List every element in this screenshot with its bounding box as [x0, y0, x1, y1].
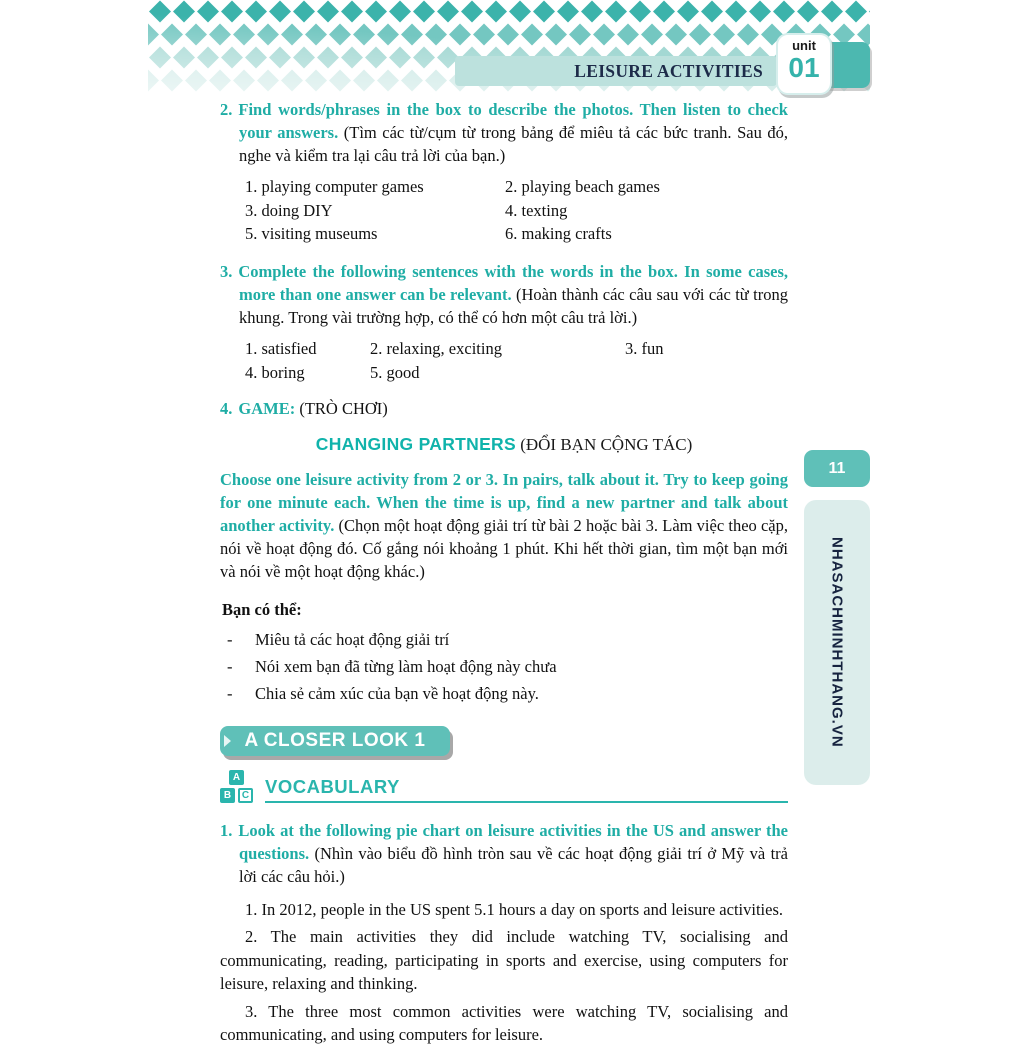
game-title	[220, 434, 788, 455]
vocab-exercise1-heading-vi: (Nhìn vào biểu đồ hình tròn sau về các hoạt động giải trí ở Mỹ và trả lời các câu hỏi.)	[239, 843, 788, 886]
exercise2-number: 2.	[220, 100, 233, 119]
exercise3-heading-en: Complete the following sentences with the words in the box. In some cases, more than one answer can be relevant.	[238, 261, 788, 304]
exercise2-heading	[220, 98, 788, 167]
list-item: 1. playing computer games	[245, 177, 424, 196]
can-do-item-text: Chia sẻ cảm xúc của bạn về hoạt động này.	[255, 683, 539, 703]
game-instruction	[220, 468, 788, 584]
vocab-exercise1-heading-en: Look at the following pie chart on leisure activities in the US and answer the questions.	[238, 820, 788, 863]
game-title-en: CHANGING PARTNERS	[315, 433, 516, 454]
game-title-vi: (ĐỔI BẠN CỘNG TÁC)	[515, 434, 693, 454]
list-item: 3. doing DIY	[245, 200, 333, 220]
exercise4-label-vi: (TRÒ CHƠI)	[295, 398, 388, 418]
exercise3-heading	[220, 260, 788, 329]
game-instruction-vi: (Chọn một hoạt động giải trí từ bài 2 hoặc bài 3. Làm việc theo cặp, nói về hoạt động đó. Cố gắng nói khoảng 1 phút. Khi hết thời gian, tìm một bạn mới và nói về một hoạt động khác.)	[220, 515, 788, 582]
list-item: 4. texting	[505, 200, 568, 220]
list-item: 1. satisfied	[245, 338, 317, 358]
unit-badge	[776, 33, 832, 95]
watermark-text: NHASACHMINHTHANG.VN	[828, 537, 846, 748]
dash-bullet: -	[227, 683, 233, 703]
page-number-badge	[804, 450, 870, 487]
abc-block-c: C	[238, 788, 253, 803]
exercise4-label-en: GAME:	[238, 398, 296, 418]
exercise2-heading-en: Find words/phrases in the box to describe the photos. Then listen to check your answers.	[238, 100, 788, 142]
list-item: 5. good	[370, 362, 420, 382]
abc-blocks-icon	[220, 770, 256, 804]
unit-number: 01	[788, 52, 820, 84]
list-item: 5. visiting museums	[245, 224, 378, 243]
exercise3-number: 3.	[220, 261, 233, 281]
exercise4-heading	[220, 397, 788, 420]
exercise2-heading-vi: (Tìm các từ/cụm từ trong bảng để miêu tả các bức tranh. Sau đó, nghe và kiểm tra lại câu trả lời của bạn.)	[239, 123, 788, 165]
can-do-label: Bạn có thể:	[222, 599, 302, 619]
vocabulary-section-header	[220, 769, 788, 805]
can-do-item-text: Nói xem bạn đã từng làm hoạt động này chưa	[255, 656, 557, 676]
exercise3-answer-list	[245, 337, 788, 385]
exercise3-heading-vi: (Hoàn thành các câu sau với các từ trong khung. Trong vài trường hợp, có thể có hơn một câu trả lời.)	[239, 284, 788, 327]
list-item	[220, 626, 788, 653]
list-item: 4. boring	[245, 362, 305, 382]
page-number: 11	[828, 459, 846, 477]
unit-label: unit	[792, 38, 816, 53]
dash-bullet: -	[227, 629, 233, 649]
list-item: 2. playing beach games	[505, 177, 660, 196]
abc-block-b: B	[220, 788, 235, 803]
closer-look-banner-text: A CLOSER LOOK 1	[244, 729, 426, 751]
can-do-item-text: Miêu tả các hoạt động giải trí	[255, 629, 450, 649]
vocab-answer-paragraph: 1. In 2012, people in the US spent 5.1 hours a day on sports and leisure activities.	[245, 899, 783, 919]
game-instruction-en: Choose one leisure activity from 2 or 3. In pairs, talk about it. Try to keep going for one minute each. When the time is up, find a new partner and talk about another activity.	[220, 469, 788, 535]
vocab-exercise1-heading	[220, 819, 788, 888]
exercise4-number: 4.	[220, 398, 233, 418]
closer-look-banner	[220, 726, 450, 756]
banner-arrow-icon	[224, 735, 231, 747]
exercise2-answer-list	[245, 175, 788, 246]
list-item: 2. relaxing, exciting	[370, 338, 502, 358]
vocab-answer-paragraph: 3. The three most common activities were watching TV, socialising and communicating, and using computers for leisure.	[220, 1001, 788, 1045]
vocabulary-section-title: VOCABULARY	[265, 775, 400, 797]
page-content	[220, 98, 788, 1047]
watermark-box	[804, 500, 870, 785]
list-item	[220, 653, 788, 680]
abc-block-a: A	[229, 770, 244, 785]
section-underline	[265, 801, 788, 803]
can-do-list	[220, 626, 788, 707]
unit-title-band	[455, 56, 777, 86]
list-item	[220, 680, 788, 707]
vocab-answer-paragraph: 2. The main activities they did include watching TV, socialising and communicating, reading, participating in sports and exercise, using computers for leisure, relaxing and thinking.	[220, 927, 788, 994]
unit-title: LEISURE ACTIVITIES	[574, 60, 763, 81]
vocab-exercise1-number: 1.	[220, 820, 233, 840]
list-item: 6. making crafts	[505, 224, 612, 243]
dash-bullet: -	[227, 656, 233, 676]
list-item: 3. fun	[625, 338, 664, 358]
